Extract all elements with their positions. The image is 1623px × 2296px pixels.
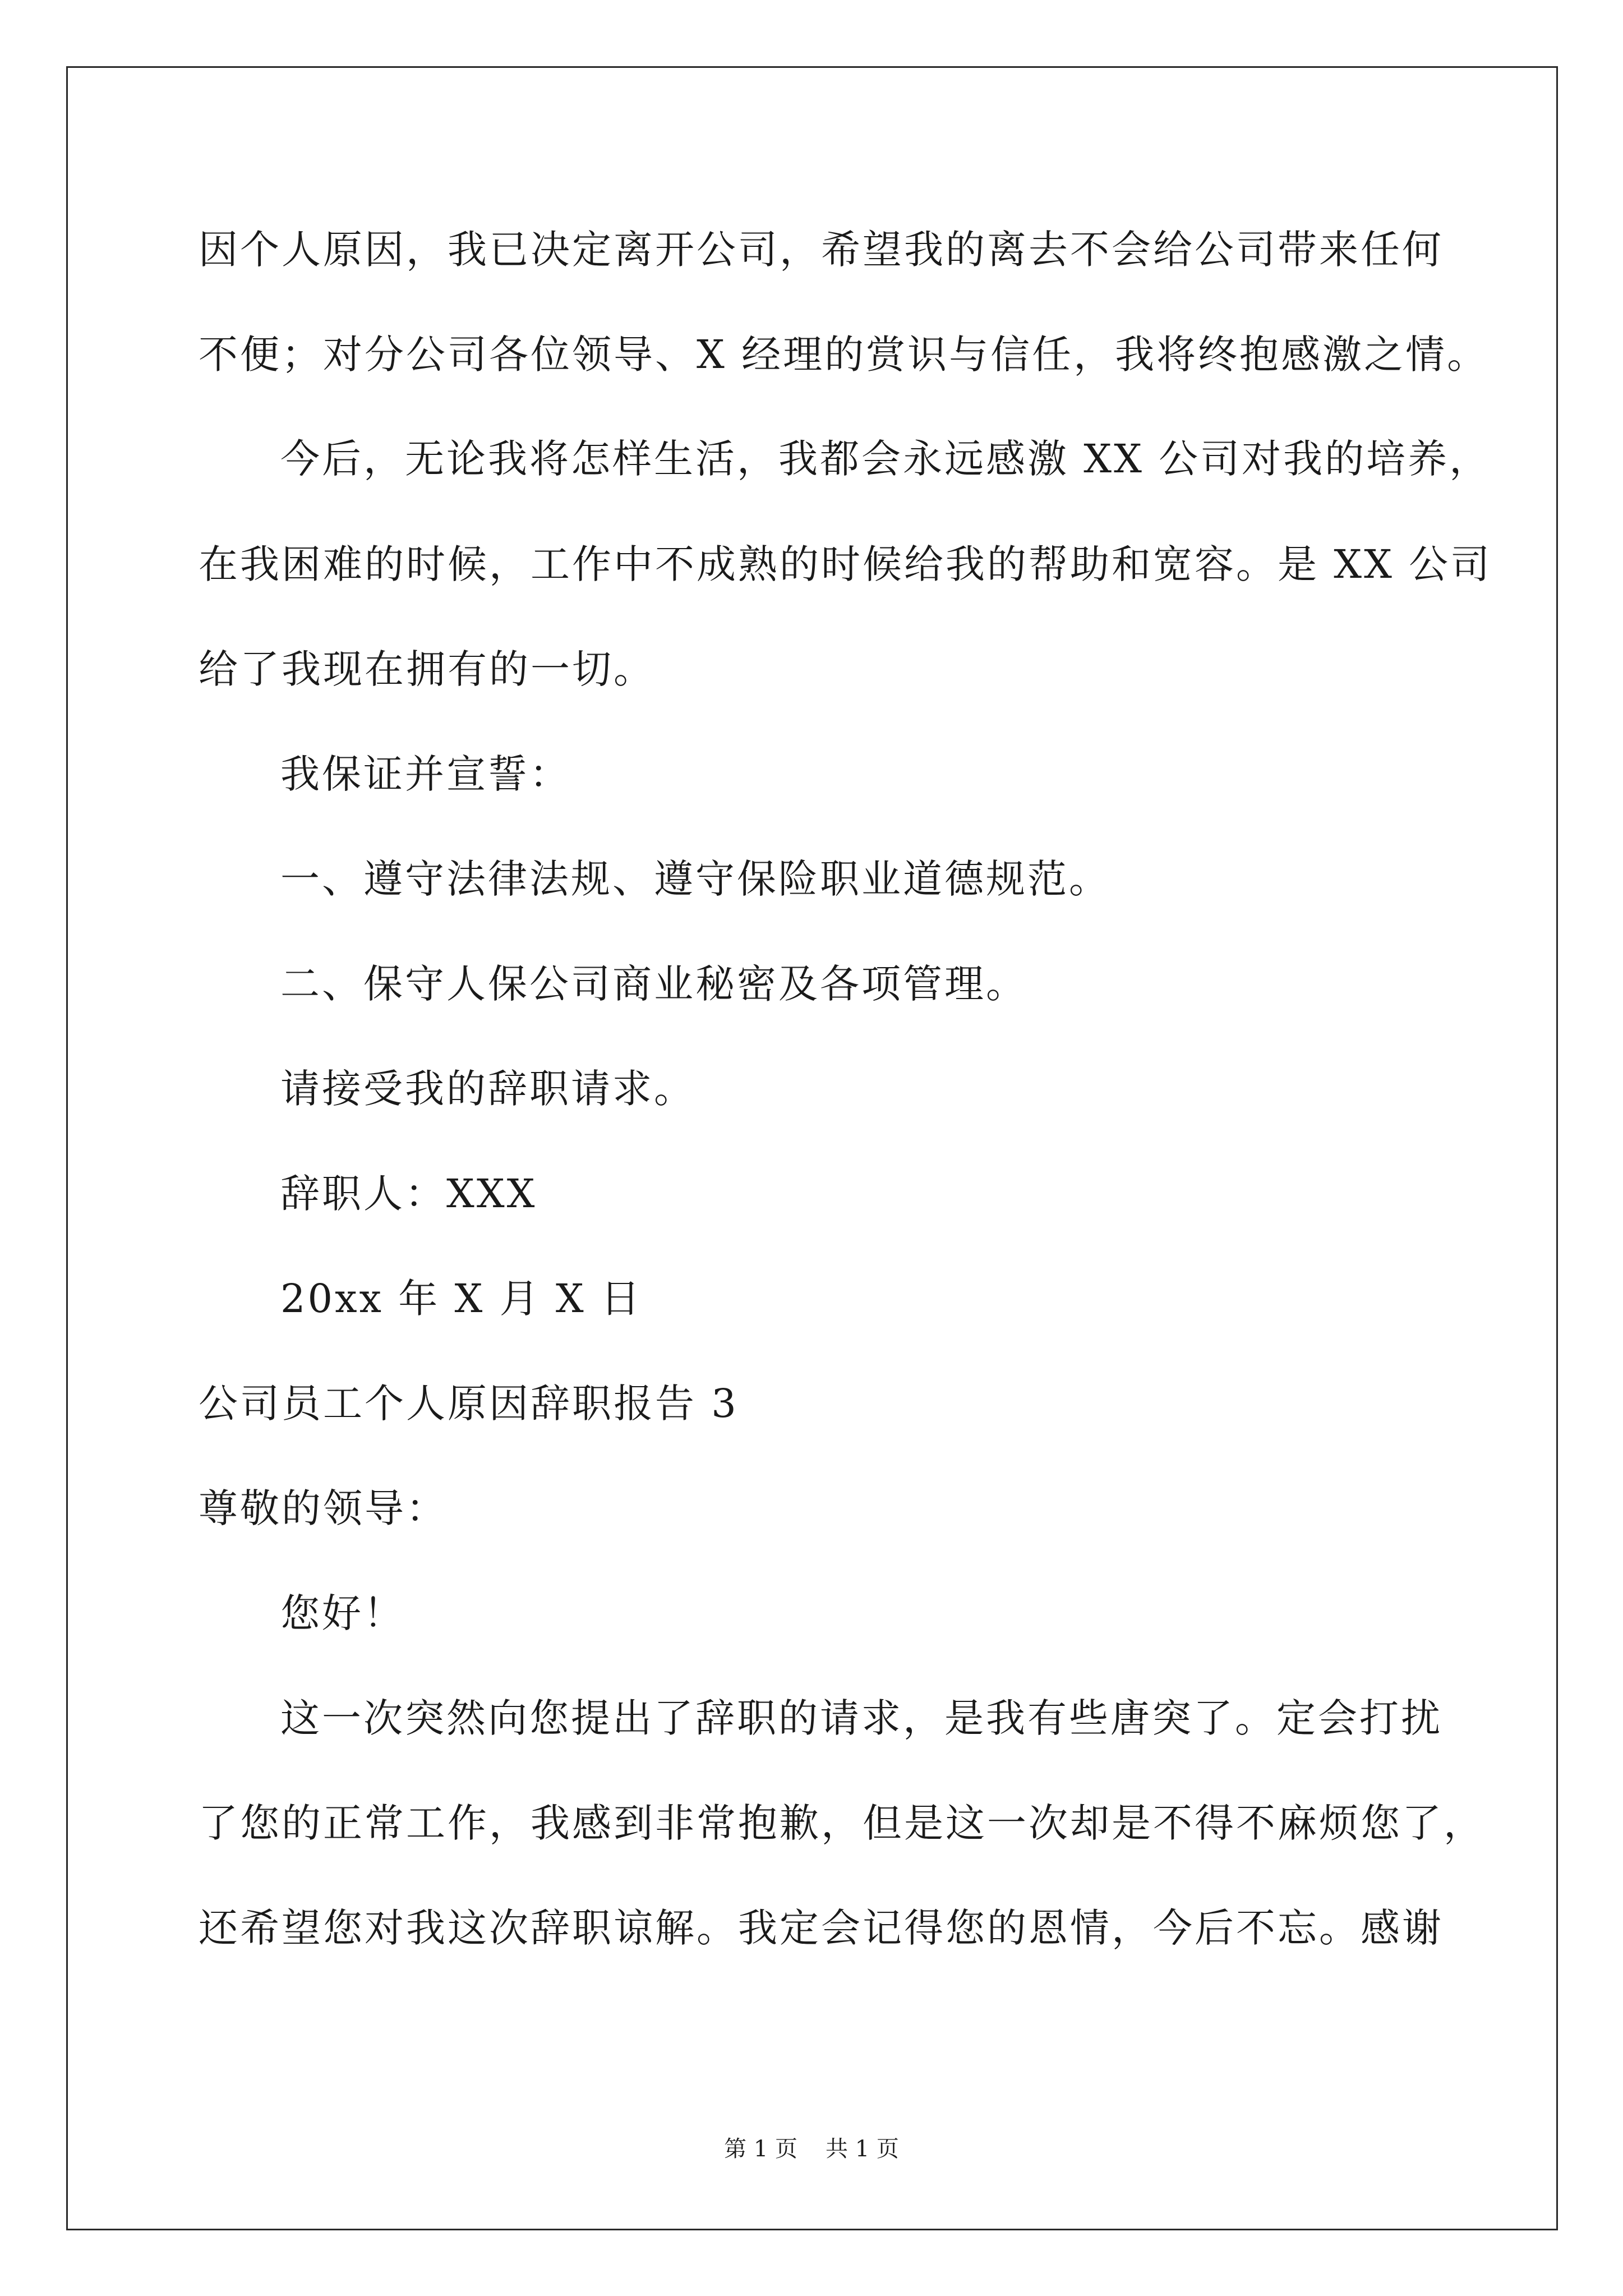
salutation: 尊敬的领导： [199, 1485, 448, 1531]
text-line: 二、保守人保公司商业秘密及各项管理。 [280, 961, 1027, 1007]
page-footer [0, 2135, 1623, 2163]
page-number-total: 共 1 页 [826, 2136, 899, 2162]
date-line: 20xx 年 X 月 X 日 [280, 1276, 642, 1322]
text-line: 给了我现在拥有的一切。 [199, 646, 655, 692]
text-line: 了您的正常工作，我感到非常抱歉，但是这一次却是不得不麻烦您了， [199, 1800, 1485, 1846]
greeting: 您好！ [280, 1590, 405, 1636]
signature-line: 辞职人：XXX [280, 1171, 537, 1217]
text-line: 不便；对分公司各位领导、X 经理的赏识与信任，我将终抱感激之情。 [199, 332, 1489, 378]
text-line: 这一次突然向您提出了辞职的请求，是我有些唐突了。定会打扰 [280, 1695, 1442, 1741]
text-line: 还希望您对我这次辞职谅解。我定会记得您的恩情，今后不忘。感谢 [199, 1905, 1444, 1951]
section-heading: 公司员工个人原因辞职报告 3 [199, 1381, 739, 1427]
text-line: 请接受我的辞职请求。 [280, 1066, 695, 1112]
text-line: 今后，无论我将怎样生活，我都会永远感激 XX 公司对我的培养， [280, 436, 1491, 482]
text-line: 因个人原因，我已决定离开公司，希望我的离去不会给公司带来任何 [199, 227, 1444, 273]
text-line: 一、遵守法律法规、遵守保险职业道德规范。 [280, 856, 1110, 902]
text-line: 我保证并宣誓： [280, 751, 571, 797]
page-number-current: 第 1 页 [724, 2136, 797, 2162]
text-line: 在我困难的时候，工作中不成熟的时候给我的帮助和宽容。是 XX 公司 [199, 541, 1492, 587]
